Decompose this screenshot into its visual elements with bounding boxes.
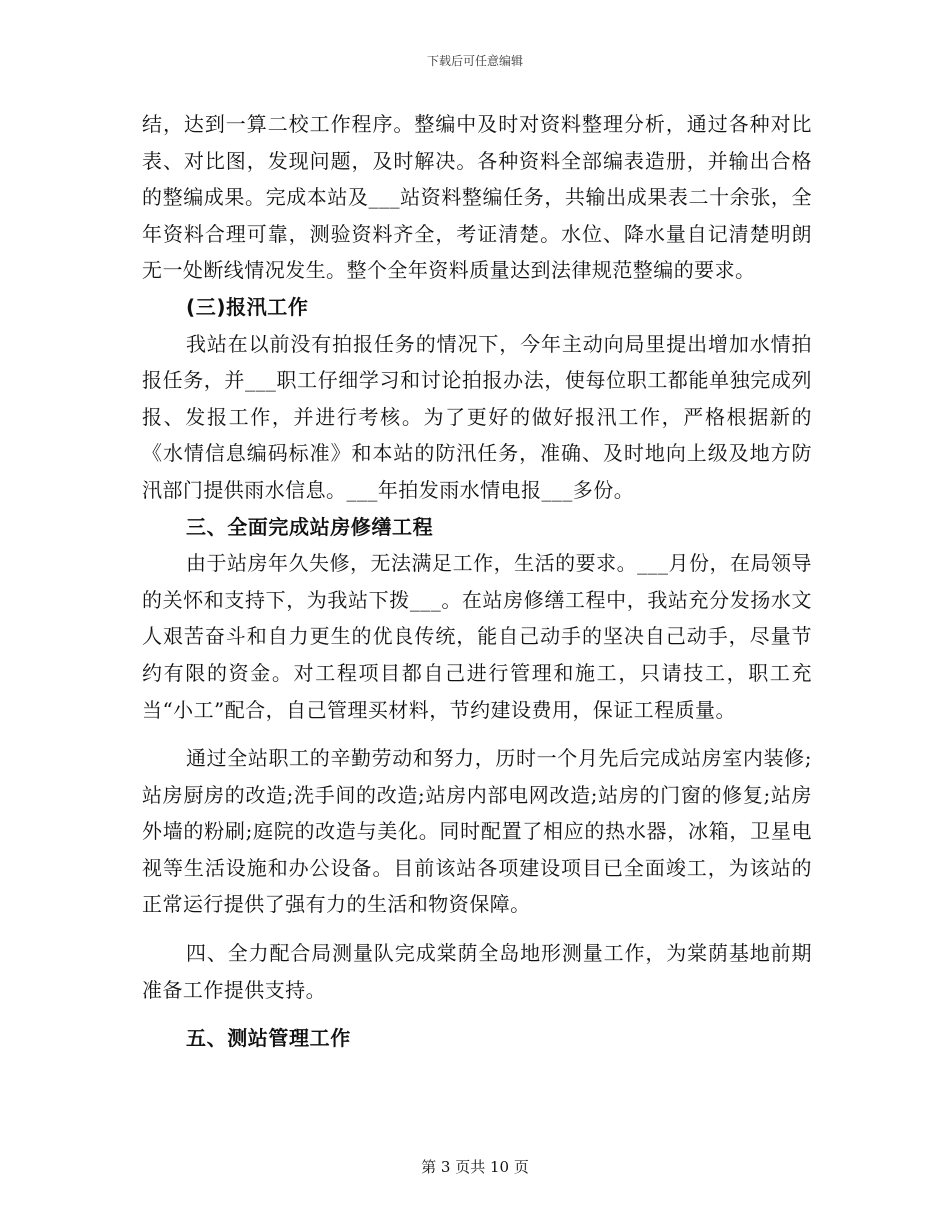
page-number: 第 3 页共 10 页 <box>421 1158 529 1176</box>
section-heading-station-repair: 三、全面完成站房修缮工程 <box>186 514 434 539</box>
paragraph-renovation-results: 通过全站职工的辛勤劳动和努力，历时一个月先后完成站房室内装修;站房厨房的改造;洗手间的改造;站房内部电网改造;站房的门窗的修复;站房外墙的粉刷;庭院的改造与美化。同时配置了相应的热水器，冰箱，卫星电视等生活设施和办公设备。目前该站各项建设项目已全面竣工，为该站的正常运行提供了强有力的生活和物资保障。 <box>142 746 812 917</box>
document-body <box>142 106 812 1057</box>
paragraph-flood-reporting: 我站在以前没有拍报任务的情况下，今年主动向局里提出增加水情拍报任务，并___职工仔细学习和讨论拍报办法，使每位职工都能单独完成列报、发报工作，并进行考核。为了更好的做好报汛工作，严格根据新的《水情信息编码标准》和本站的防汛任务，准确、及时地向上级及地方防汛部门提供雨水信息。___年拍发雨水情电报___多份。 <box>142 331 812 502</box>
paragraph-station-repair: 由于站房年久失修，无法满足工作，生活的要求。___月份，在局领导的关怀和支持下，为我站下拨___。在站房修缮工程中，我站充分发扬水文人艰苦奋斗和自力更生的优良传统，能自己动手的坚决自己动手，尽量节约有限的资金。对工程项目都自己进行管理和施工，只请技工，职工充当“小工”配合，自己管理买材料，节约建设费用，保证工程质量。 <box>142 551 812 722</box>
page-header-note: 下载后可任意编辑 <box>426 54 523 68</box>
paragraph-data-compilation: 结，达到一算二校工作程序。整编中及时对资料整理分析，通过各种对比表、对比图，发现问题，及时解决。各种资料全部编表造册，并输出合格的整编成果。完成本站及___站资料整编任务，共输出成果表二十余张，全年资料合理可靠，测验资料齐全，考证清楚。水位、降水量自记清楚明朗无一处断线情况发生。整个全年资料质量达到法律规范整编的要求。 <box>142 112 812 283</box>
section-heading-flood-reporting: (三)报汛工作 <box>186 294 309 319</box>
paragraph-survey-support: 四、全力配合局测量队完成棠荫全岛地形测量工作，为棠荫基地前期准备工作提供支持。 <box>142 941 812 1002</box>
section-heading-station-management: 五、测站管理工作 <box>186 1026 351 1051</box>
